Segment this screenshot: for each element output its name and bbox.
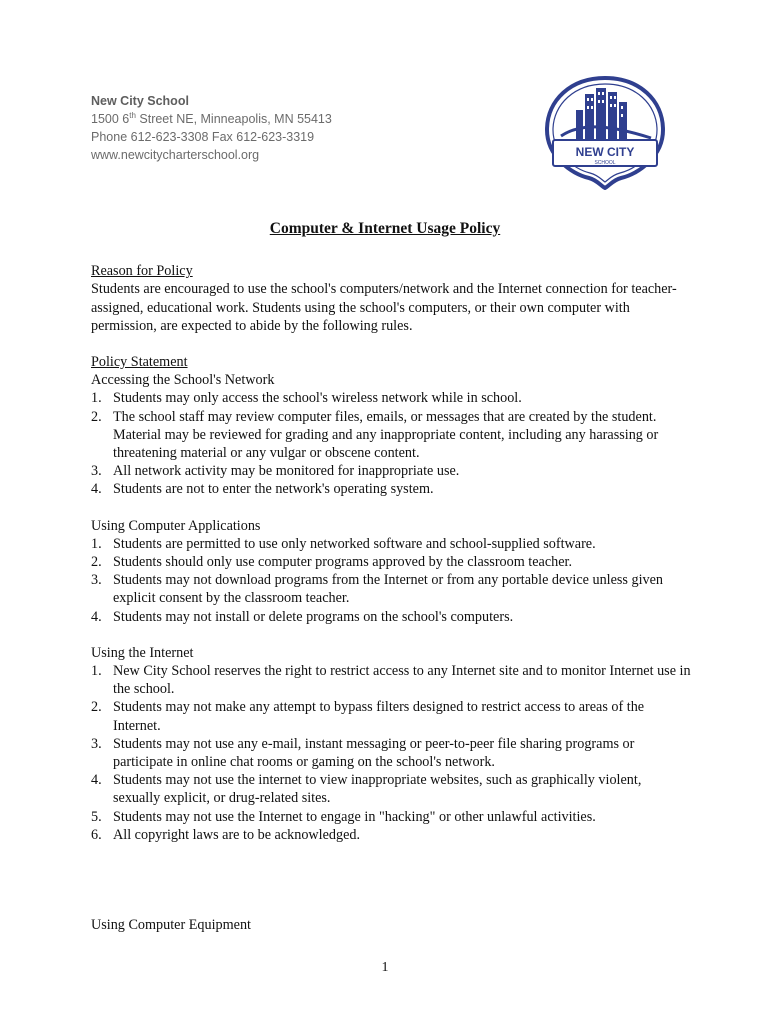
list-item: 1. Students are permitted to use only networked software and school-supplied software. — [91, 535, 596, 552]
section-heading-equipment: Using Computer Equipment — [91, 917, 251, 934]
logo-line2: SCHOOL — [594, 160, 616, 166]
list-item: 1. New City School reserves the right to restrict access to any Internet site and to monitor Internet use in the school. — [91, 663, 691, 698]
list-item: 3. All network activity may be monitored for inappropriate use. — [91, 463, 460, 480]
school-phone: Phone 612-623-3308 Fax 612-623-3319 — [91, 130, 315, 144]
list-item: 3. Students may not use any e-mail, instant messaging or peer-to-peer file sharing programs or participate in online chat rooms or gaming on the school's network. — [91, 735, 635, 771]
list-item: 5. Students may not use the Internet to engage in "hacking" or other unlawful activities. — [91, 808, 596, 825]
list-item: 2. The school staff may review computer files, emails, or messages that are created by the student. Material may be reviewed for grading and any inappropriate content, including any harassing or threatening material or any vulgar or obscene content. — [91, 408, 659, 462]
list-item: 6. All copyright laws are to be acknowledged. — [91, 826, 361, 843]
list-item: 2. Students should only use computer programs approved by the classroom teacher. — [91, 554, 573, 571]
section-heading-network: Accessing the School's Network — [91, 372, 275, 389]
new-city-school-logo — [541, 76, 669, 190]
network-rules-list — [91, 389, 691, 498]
policy-document — [91, 220, 691, 934]
school-name: New City School — [91, 94, 189, 108]
page-number: 1 — [381, 960, 389, 975]
logo-line1: NEW CITY — [575, 145, 635, 159]
list-item: 4. Students may not use the internet to view inappropriate websites, such as graphically violent, sexually explicit, or drug-related sites. — [91, 772, 642, 807]
list-item: 4. Students may not install or delete programs on the school's computers. — [91, 608, 514, 625]
school-website: www.newcitycharterschool.org — [91, 148, 260, 162]
policy-heading: Policy Statement — [91, 354, 188, 371]
reason-heading: Reason for Policy — [91, 263, 193, 280]
reason-text: Students are encouraged to use the school's computers/network and the Internet connection for teacher-assigned, educational work. Students using the school's computers, or their own computer with permission, are expected to abide by the following rules. — [91, 281, 677, 334]
section-heading-internet: Using the Internet — [91, 644, 194, 661]
applications-rules-list — [91, 535, 691, 626]
page-title: Computer & Internet Usage Policy — [269, 220, 501, 237]
school-address: 1500 6th Street NE, Minneapolis, MN 55413 — [91, 110, 332, 126]
section-heading-applications: Using Computer Applications — [91, 517, 261, 534]
list-item: 1. Students may only access the school's wireless network while in school. — [91, 390, 522, 407]
list-item: 2. Students may not make any attempt to bypass filters designed to restrict access to areas of the Internet. — [91, 699, 645, 734]
letterhead — [91, 92, 332, 164]
internet-rules-list — [91, 662, 691, 844]
list-item: 4. Students are not to enter the network's operating system. — [91, 481, 434, 498]
list-item: 3. Students may not download programs from the Internet or from any portable device unless given explicit consent by the classroom teacher. — [91, 572, 664, 607]
